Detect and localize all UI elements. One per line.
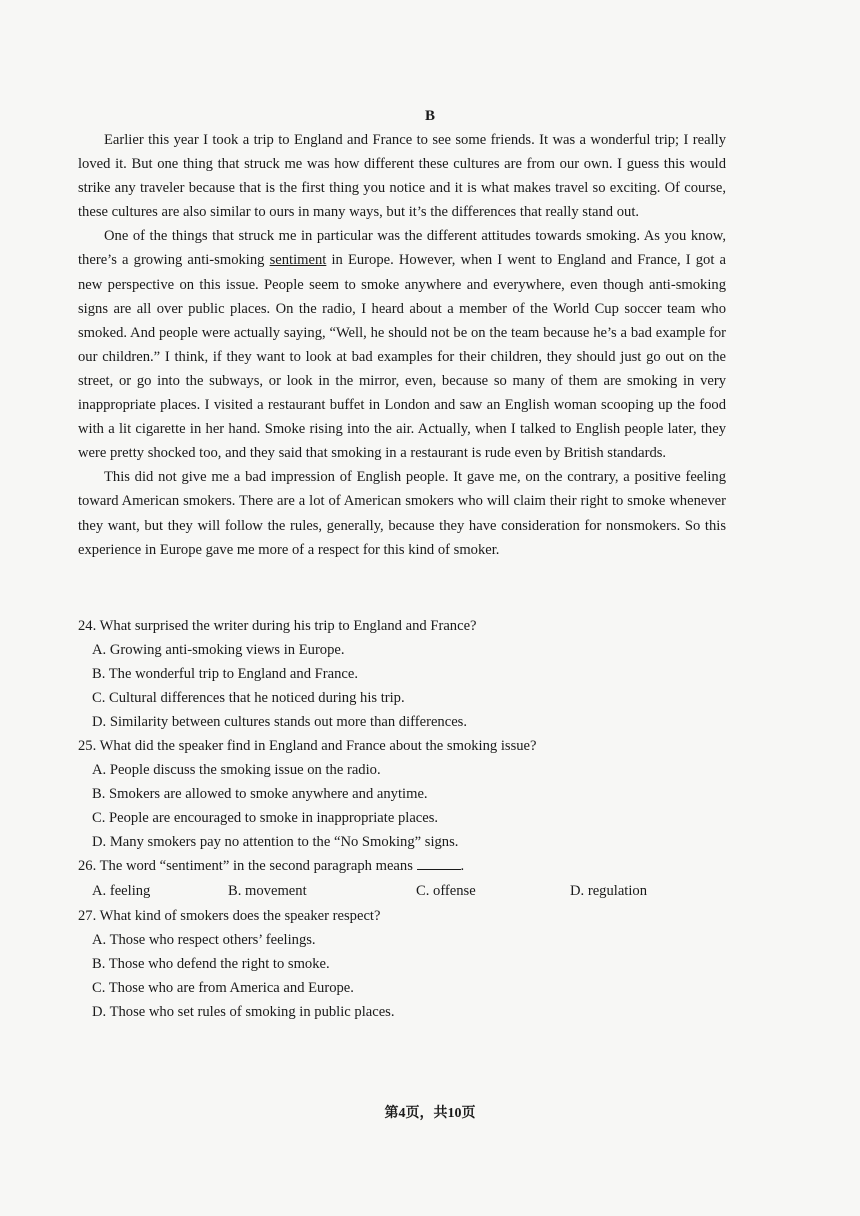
option-row xyxy=(92,878,738,904)
option-c: C. Those who are from America and Europe. xyxy=(92,980,354,996)
passage-paragraph-3: This did not give me a bad impression of English people. It gave me, on the contrary, a positive feeling toward American smokers. There are a lot of American smokers who will claim their right to smoke whenever they want, but they will follow the rules, generally, because they have consideration for nonsmokers. So this experience in Europe gave me more of a respect for this kind of smoker. xyxy=(78,469,726,558)
option-b: B. Those who defend the right to smoke. xyxy=(92,956,330,972)
answer-blank xyxy=(417,857,461,870)
paragraph-2-text-end: in Europe. However, when I went to England and France, I got a new perspective on this issue. People seem to smoke anywhere and everywhere, even though anti-smoking signs are all over public places. On the radio, I heard about a member of the World Cup soccer team who smoked. And people were actually saying, “Well, he should not be on the team because he’s a bad example for our children.” I think, if they want to look at bad examples for their children, they should just go out on the street, or go into the subways, or look in the mirror, even, because so many of them are smoking in very inappropriate places. I visited a restaurant buffet in London and saw an English woman scooping up the food with a lit cigarette in her hand. Smoke rising into the air. Actually, when I talked to English people later, they were pretty shocked too, and they said that smoking in a restaurant is rude even by British standards. xyxy=(78,252,726,462)
option-c: C. Cultural differences that he noticed during his trip. xyxy=(92,690,405,706)
option-a: A. Those who respect others’ feelings. xyxy=(92,932,316,948)
reading-passage xyxy=(78,128,726,562)
option-d: D. Many smokers pay no attention to the “No Smoking” signs. xyxy=(92,834,459,850)
passage-paragraph-1: Earlier this year I took a trip to England and France to see some friends. It was a wonderful trip; I really loved it. But one thing that struck me was how different these cultures are from our own. I guess this would strike any traveler because that is the first thing you notice and it is what makes travel so exciting. Of course, these cultures are also similar to ours in many ways, but it’s the differences that really stand out. xyxy=(78,132,726,221)
option-b: B. The wonderful trip to England and France. xyxy=(92,666,359,682)
option-c: C. People are encouraged to smoke in inappropriate places. xyxy=(92,810,439,826)
option-d: D. regulation xyxy=(570,883,648,899)
passage-paragraph-2 xyxy=(78,224,726,465)
page-number-footer: 第4页，共10页 xyxy=(384,1106,476,1121)
option-d: D. Those who set rules of smoking in public places. xyxy=(92,1004,395,1020)
question-stem-text: 26. The word “sentiment” in the second paragraph means xyxy=(78,858,417,874)
question-list xyxy=(78,614,738,1024)
option-b: B. Smokers are allowed to smoke anywhere and anytime. xyxy=(92,786,428,802)
paragraph-2-text-start: One of the things that struck me in particular was the different attitudes towards smoking. As you know, there’s a growing anti-smoking xyxy=(78,228,726,269)
question-24 xyxy=(78,614,738,734)
question-26 xyxy=(78,854,738,904)
section-label: B xyxy=(424,108,435,124)
question-stem: 25. What did the speaker find in England and France about the smoking issue? xyxy=(78,738,537,754)
option-a: A. People discuss the smoking issue on the radio. xyxy=(92,762,381,778)
question-25 xyxy=(78,734,738,854)
option-c: C. offense xyxy=(416,883,476,899)
option-a: A. Growing anti-smoking views in Europe. xyxy=(92,642,345,658)
question-stem: 24. What surprised the writer during his trip to England and France? xyxy=(78,618,477,634)
question-stem-end: . xyxy=(460,858,465,874)
option-d: D. Similarity between cultures stands out more than differences. xyxy=(92,714,468,730)
question-stem xyxy=(78,854,738,878)
option-b: B. movement xyxy=(228,883,307,899)
question-stem: 27. What kind of smokers does the speaker respect? xyxy=(78,908,381,924)
underlined-word-sentiment: sentiment xyxy=(269,252,327,269)
option-a: A. feeling xyxy=(92,883,151,899)
question-27 xyxy=(78,904,738,1024)
